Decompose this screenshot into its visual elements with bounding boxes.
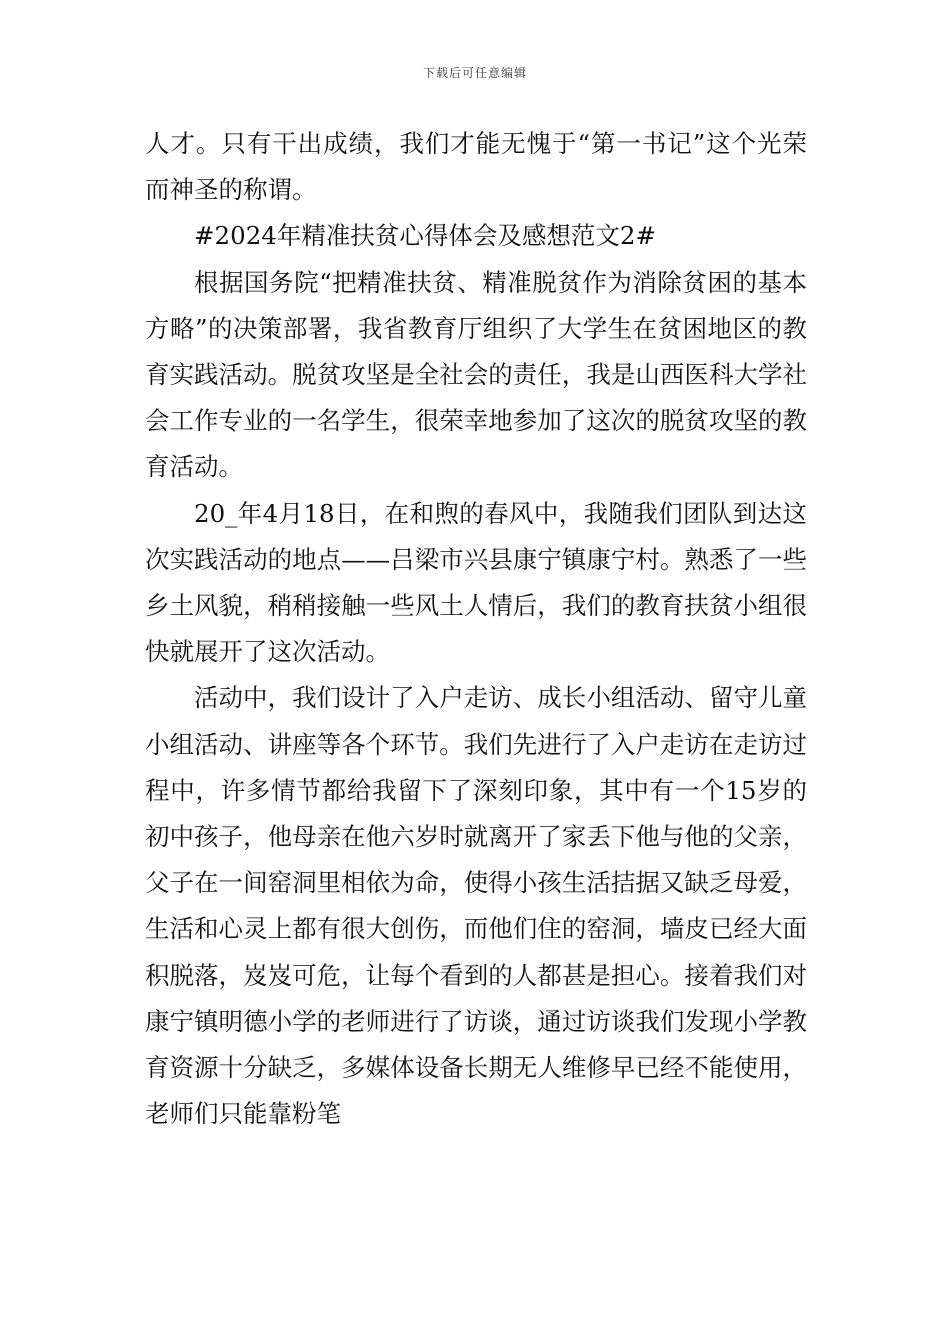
paragraph: 活动中，我们设计了入户走访、成长小组活动、留守儿童小组活动、讲座等各个环节。我们先进行了入户走访在走访过程中，许多情节都给我留下了深刻印象，其中有一个15岁的初中孩子，他母亲在他六岁时就离开了家丢下他与他的父亲，父子在一间窑洞里相依为命，使得小孩生活拮据又缺乏母爱，生活和心灵上都有很大创伤，而他们住的窑洞，墙皮已经大面积脱落，岌岌可危，让每个看到的人都甚是担心。接着我们对康宁镇明德小学的老师进行了访谈，通过访谈我们发现小学教育资源十分缺乏，多媒体设备长期无人维修早已经不能使用，老师们只能靠粉笔 xyxy=(145,683,807,1129)
page-header: 下载后可任意编辑 xyxy=(422,66,527,80)
paragraph-continuation: 人才。只有干出成绩，我们才能无愧于“第一书记”这个光荣而神圣的称谓。 xyxy=(145,129,807,205)
section-heading: #2024年精准扶贫心得体会及感想范文2# xyxy=(194,221,656,251)
paragraph: 根据国务院“把精准扶贫、精准脱贫作为消除贫困的基本方略”的决策部署，我省教育厅组织了大学生在贫困地区的教育实践活动。脱贫攻坚是全社会的责任，我是山西医科大学社会工作专业的一名学生，很荣幸地参加了这次的脱贫攻坚的教育活动。 xyxy=(145,267,807,482)
paragraph: 20_年4月18日，在和煦的春风中，我随我们团队到达这次实践活动的地点——吕梁市兴县康宁镇康宁村。熟悉了一些乡土风貌，稍稍接触一些风土人情后，我们的教育扶贫小组很快就展开了这次活动。 xyxy=(145,498,807,667)
document-body xyxy=(145,121,807,1137)
